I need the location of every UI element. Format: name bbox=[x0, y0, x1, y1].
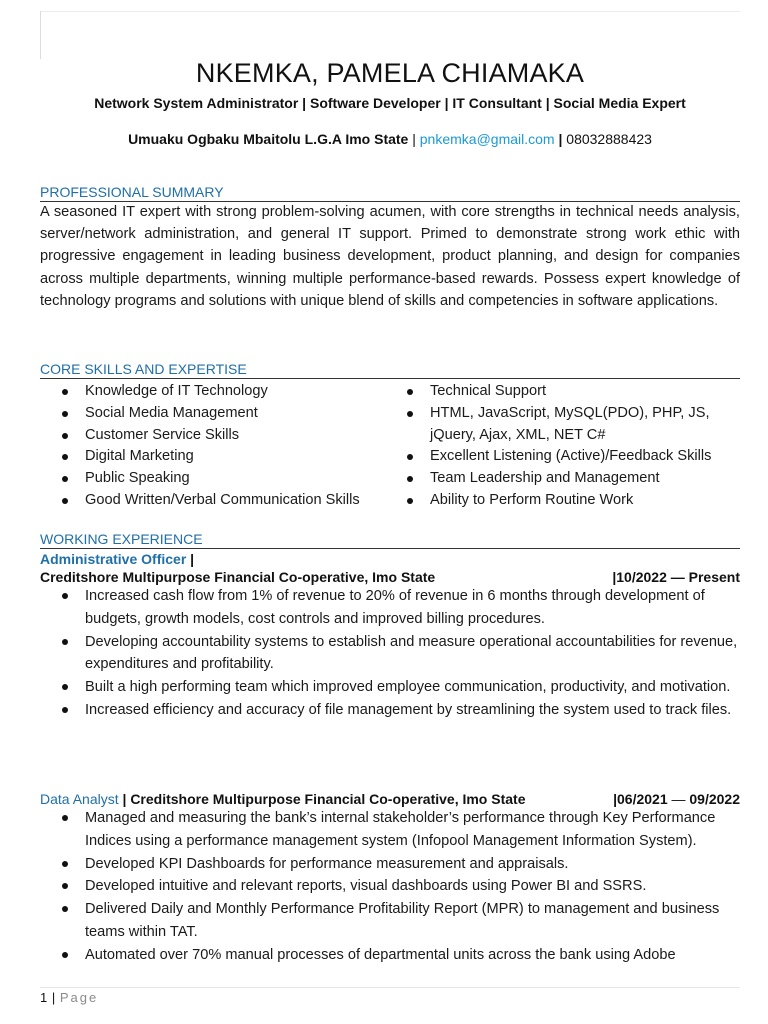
list-item: Automated over 70% manual processes of departmental units across the bank using Adobe bbox=[40, 944, 740, 967]
job-bullets bbox=[40, 585, 740, 722]
list-item: Increased efficiency and accuracy of file management by streamlining the system used to track files. bbox=[40, 699, 740, 722]
candidate-name: NKEMKA, PAMELA CHIAMAKA bbox=[195, 58, 585, 88]
list-item: Customer Service Skills bbox=[40, 425, 385, 447]
date-start: |06/2021 bbox=[613, 791, 672, 807]
page-label: Page bbox=[59, 990, 99, 1005]
job-bullets bbox=[40, 807, 740, 967]
list-item: Team Leadership and Management bbox=[385, 468, 740, 490]
section-heading-skills: CORE SKILLS AND EXPERTISE bbox=[40, 361, 740, 379]
page-number: 1 bbox=[40, 990, 48, 1005]
phone-number: 08032888423 bbox=[566, 131, 652, 147]
top-tick bbox=[40, 11, 41, 59]
page-footer bbox=[40, 990, 98, 1005]
list-item: Developed KPI Dashboards for performance measurement and appraisals. bbox=[40, 853, 740, 876]
contact-separator: | bbox=[408, 131, 420, 147]
footer-rule bbox=[40, 987, 740, 988]
footer-separator: | bbox=[47, 990, 60, 1005]
job-separator: | bbox=[186, 551, 195, 567]
list-item: Ability to Perform Routine Work bbox=[385, 490, 740, 512]
section-heading-experience: WORKING EXPERIENCE bbox=[40, 531, 740, 549]
job-org-line bbox=[40, 569, 740, 585]
list-item: Managed and measuring the bank’s internal stakeholder’s performance through Key Performance Indices using a performance management system (Infopool Management Information System). bbox=[40, 807, 740, 853]
list-item: Delivered Daily and Monthly Performance Profitability Report (MPR) to management and business teams within TAT. bbox=[40, 898, 740, 944]
list-item: Built a high performing team which improved employee communication, productivity, and motivation. bbox=[40, 676, 740, 699]
job-role: Administrative Officer bbox=[40, 551, 187, 567]
list-item: Good Written/Verbal Communication Skills bbox=[40, 490, 385, 512]
list-item: Developing accountability systems to establish and measure operational accountabilities for revenue, expenditures and profitability. bbox=[40, 631, 740, 677]
job-header-row bbox=[40, 791, 740, 807]
job-role-title bbox=[40, 551, 194, 567]
skills-list-right bbox=[385, 381, 740, 512]
contact-line bbox=[40, 131, 740, 147]
skills-list-left bbox=[40, 381, 385, 512]
job-organization: Creditshore Multipurpose Financial Co-operative, Imo State bbox=[130, 791, 526, 807]
date-dash: — bbox=[671, 791, 686, 807]
list-item: HTML, JavaScript, MySQL(PDO), PHP, JS, jQuery, Ajax, XML, NET C# bbox=[385, 403, 740, 447]
address: Umuaku Ogbaku Mbaitolu L.G.A Imo State bbox=[128, 131, 409, 147]
list-item: Public Speaking bbox=[40, 468, 385, 490]
email-link[interactable]: pnkemka@gmail.com bbox=[419, 131, 555, 147]
list-item: Knowledge of IT Technology bbox=[40, 381, 385, 403]
list-item: Increased cash flow from 1% of revenue to 20% of revenue in 6 months through development of budgets, growth models, cost controls and improved billing procedures. bbox=[40, 585, 740, 631]
job-dates bbox=[613, 791, 740, 807]
list-item: Technical Support bbox=[385, 381, 740, 403]
summary-text: A seasoned IT expert with strong problem-solving acumen, with core strengths in technical needs analysis, server/network administration, and general IT support. Primed to demonstrate strong work ethic with progressive engagement in leading business development, product planning, and design for companies across multiple departments, winning multiple performance-based rewards. Possess expert knowledge of technology programs and solutions with unique blend of skills and competencies in software applications. bbox=[40, 204, 740, 309]
list-item: Social Media Management bbox=[40, 403, 385, 425]
date-end: 09/2022 bbox=[685, 791, 740, 807]
list-item: Developed intuitive and relevant reports, visual dashboards using Power BI and SSRS. bbox=[40, 875, 740, 898]
top-rule bbox=[40, 11, 740, 12]
job-role: Data Analyst bbox=[40, 791, 119, 807]
candidate-titles: Network System Administrator | Software Developer | IT Consultant | Social Media Expert bbox=[94, 95, 686, 111]
list-item: Excellent Listening (Active)/Feedback Skills bbox=[385, 446, 740, 468]
job-dates: |10/2022 — Present bbox=[612, 569, 740, 585]
job-organization: Creditshore Multipurpose Financial Co-operative, Imo State bbox=[40, 569, 436, 585]
section-heading-summary: PROFESSIONAL SUMMARY bbox=[40, 184, 740, 202]
list-item: Digital Marketing bbox=[40, 446, 385, 468]
contact-separator: | bbox=[554, 131, 567, 147]
job-separator: | bbox=[118, 791, 131, 807]
